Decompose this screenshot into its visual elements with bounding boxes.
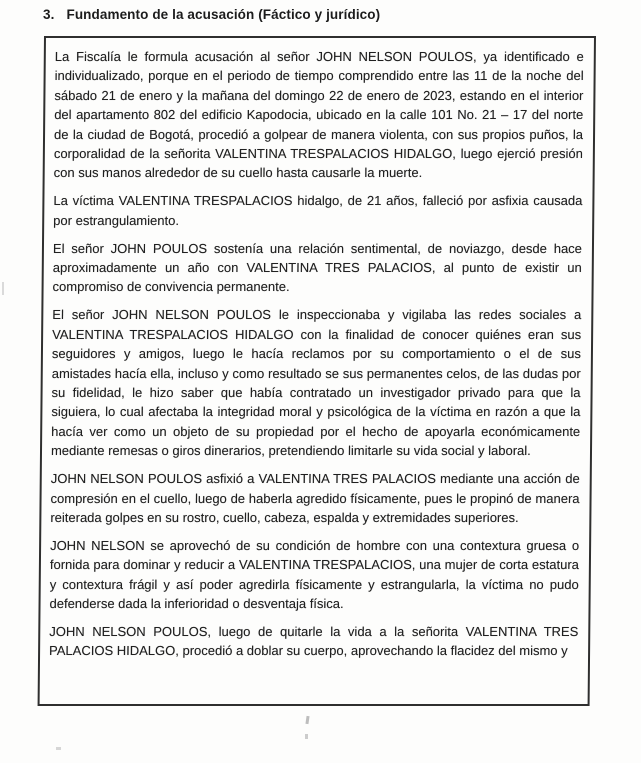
section-number: 3. [43, 7, 55, 22]
accusation-paragraph-7: JOHN NELSON POULOS, luego de quitarle la vida a la señorita VALENTINA TRES PALACIOS HIDALGO, procedió a doblar su cuerpo, aprovechando la flacidez del mismo y [49, 623, 579, 659]
accusation-box [38, 36, 596, 706]
accusation-paragraph-3: El señor JOHN POULOS sostenía una relación sentimental, de noviazgo, desde hace aproximadamente un año con VALENTINA TRES PALACIOS, al punto de existir un compromiso de convivencia permanente. [52, 240, 583, 295]
accusation-paragraph-1: La Fiscalía le formula acusación al señor JOHN NELSON POULOS, ya identificado e individualizado, porque en el periodo de tiempo comprendido entre las 11 de la noche del sábado 21 de enero y la mañana del domingo 22 de enero de 2023, estando en el interior del apartamento 802 del edificio Kapodocia, ubicado en la calle 101 No. 21 – 17 del norte de la ciudad de Bogotá, procedió a golpear de manera violenta, con sus propios puños, la corporalidad de la señorita VALENTINA TRESPALACIOS HIDALGO, luego ejerció presión con sus manos alrededor de su cuello hasta causarle la muerte. [53, 49, 584, 181]
section-heading [43, 7, 380, 22]
scan-artifact [305, 716, 309, 724]
accusation-paragraph-5: JOHN NELSON POULOS asfixió a VALENTINA TRES PALACIOS mediante una acción de compresión en el cuello, luego de haberla agredido físicamente, pues le propinó de manera reiterada golpes en su rostro, cuello, cabeza, espalda y extremidades superiores. [50, 471, 580, 525]
accusation-paragraph-6: JOHN NELSON se aprovechó de su condición de hombre con una contextura gruesa o fornida para dominar y reducir a VALENTINA TRESPALACIOS, una mujer de corta estatura y contextura frágil y así poder agredirla físicamente y estrangularla, la víctima no pudo defenderse dada la inferioridad o desventaja física. [49, 537, 580, 612]
scan-artifact [56, 747, 61, 750]
accusation-paragraph-4: El señor JOHN NELSON POULOS le inspeccionaba y vigilaba las redes sociales a VALENTINA TRESPALACIOS HIDALGO con la finalidad de conocer quiénes eran sus seguidores y amigos, luego le hacía reclamos por su comportamiento o el de sus amistades hacía ella, incluso y como resultado se sus permanentes celos, de las dudas por su fidelidad, le hizo saber que había contratado un investigador privado para que la siguiera, lo cual afectaba la integridad moral y psicológica de la víctima en razón a que la hacía ver como un objeto de su propiedad por el hecho de apoyarla económicamente mediante remesas o giros dinerarios, pretendiendo limitarle su vida social y laboral. [50, 307, 582, 459]
scan-artifact [305, 734, 308, 739]
scan-artifact [2, 282, 4, 295]
accusation-paragraph-2: La víctima VALENTINA TRESPALACIOS hidalgo, de 21 años, falleció por asfixia causada por estrangulamiento. [53, 193, 583, 228]
section-title: Fundamento de la acusación (Fáctico y jurídico) [66, 7, 381, 22]
